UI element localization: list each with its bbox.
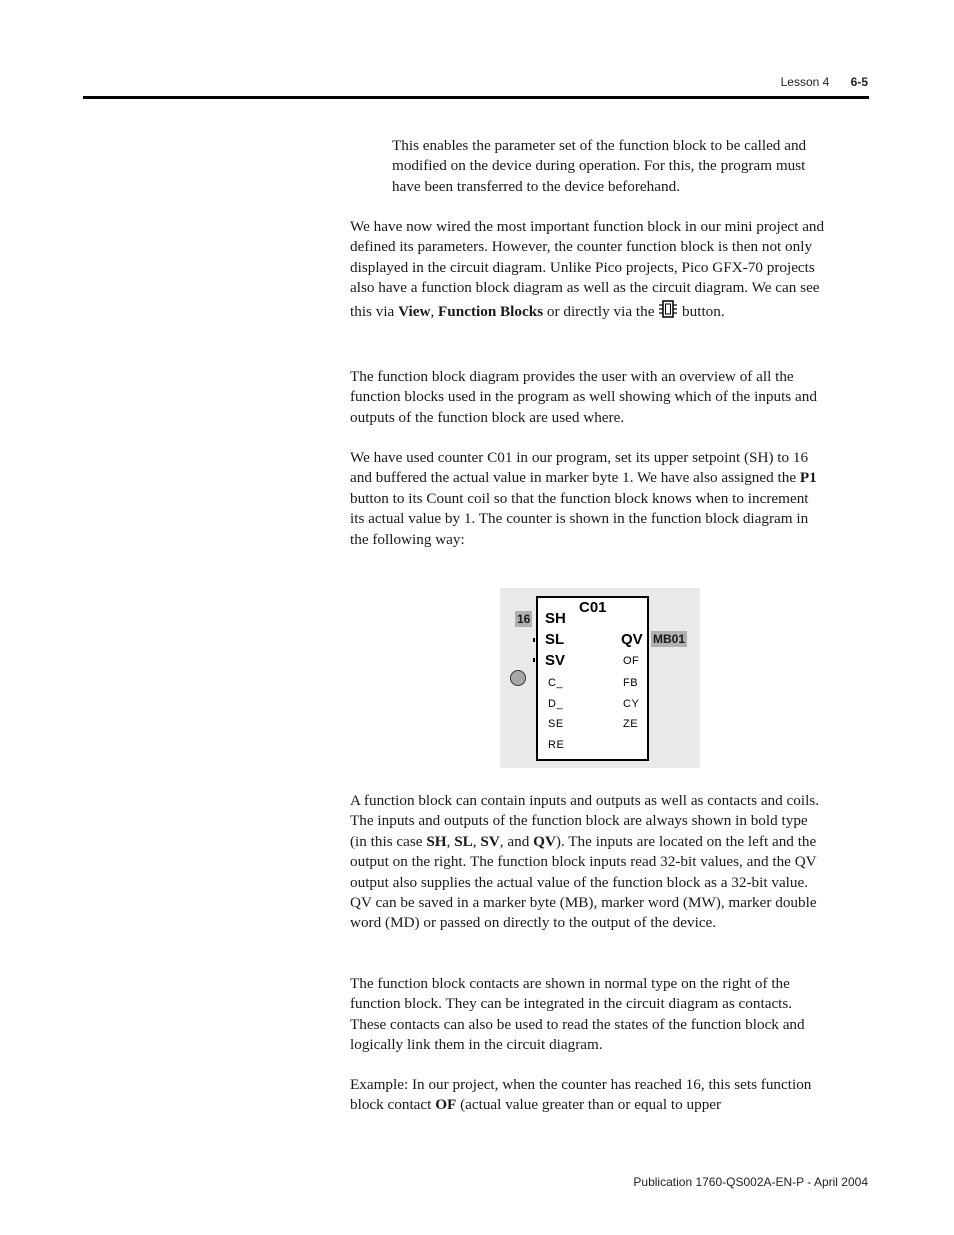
output-marker-tag: MB01: [653, 632, 686, 646]
contact-of: OF: [623, 655, 640, 667]
contact-cy: CY: [623, 698, 640, 710]
coil-re: RE: [548, 739, 565, 751]
input-stub: [533, 658, 535, 662]
page-footer: Publication 1760-QS002A-EN-P - April 2004: [633, 1175, 868, 1189]
menu-view: View: [398, 302, 431, 320]
p1-label: P1: [799, 469, 817, 487]
output-qv: QV: [621, 631, 643, 648]
coil-se: SE: [548, 718, 564, 730]
input-sh: SH: [545, 610, 566, 627]
counter-block: [536, 596, 649, 761]
coil-c: C_: [548, 677, 564, 689]
paragraph-inputs-outputs: A function block can contain inputs and outputs as well as contacts and coils. The inputs and outputs of the function block are always shown in bold type (in this case SH, SL, SV, and QV). The inputs are located on the left and the output on the right. The function block inputs read 32-bit values, and the QV output also supplies the actual value of the function block as a 32-bit value. QV can be saved in a marker byte (MB), marker word (MW), marker double word (MD) or passed on directly to the output of the device.: [350, 792, 820, 932]
paragraph-contacts: The function block contacts are shown in normal type on the right of the function block. They can be integrated in the circuit diagram as contacts. These contacts can also be used to read the states of the function block and logically link them in the circuit diagram.: [350, 975, 805, 1054]
function-block-figure: [500, 588, 700, 768]
paragraph-example: Example: In our project, when the counter has reached 16, this sets function block contact OF (actual value greater than or equal to upper: [350, 1076, 812, 1114]
function-block-button-icon: [658, 299, 678, 319]
indent-note: This enables the parameter set of the function block to be called and modified on the device during operation. For this, the program must have been transferred to the device beforehand.: [392, 137, 807, 195]
menu-function-blocks: Function Blocks: [438, 302, 544, 320]
paragraph-counter-c01: We have used counter C01 in our program, set its upper setpoint (SH) to 16 and buffered the actual value in marker byte 1. We have also assigned the P1 button to its Count coil so that the function block knows when to increment its actual value by 1. The counter is shown in the function block diagram in the following way:: [350, 449, 817, 548]
input-value-tag: 16: [517, 612, 531, 626]
block-name: C01: [579, 599, 607, 616]
input-stub: [533, 638, 535, 642]
page-number: 6-5: [850, 75, 868, 89]
contact-fb: FB: [623, 677, 639, 689]
input-sv: SV: [545, 652, 566, 669]
input-sl: SL: [545, 631, 565, 648]
paragraph-function-block-diagram-intro: We have now wired the most important function block in our mini project and defined its parameters. However, the counter function block is then not only displayed in the circuit diagram. Unlike Pico projects, Pico GFX-70 projects also have a function block diagram as well as the circuit diagram. We can see this via View, Function Blocks or directly via the button.: [350, 218, 825, 320]
page-header: [781, 75, 868, 89]
coil-d: D_: [548, 698, 564, 710]
count-coil-marker: [510, 670, 526, 686]
header-rule: [83, 96, 869, 99]
lesson-label: Lesson 4: [780, 75, 830, 89]
contact-ze: ZE: [623, 718, 639, 730]
paragraph-diagram-overview: The function block diagram provides the user with an overview of all the function blocks used in the program as well showing which of the inputs and outputs of the function block are used where.: [350, 368, 817, 426]
